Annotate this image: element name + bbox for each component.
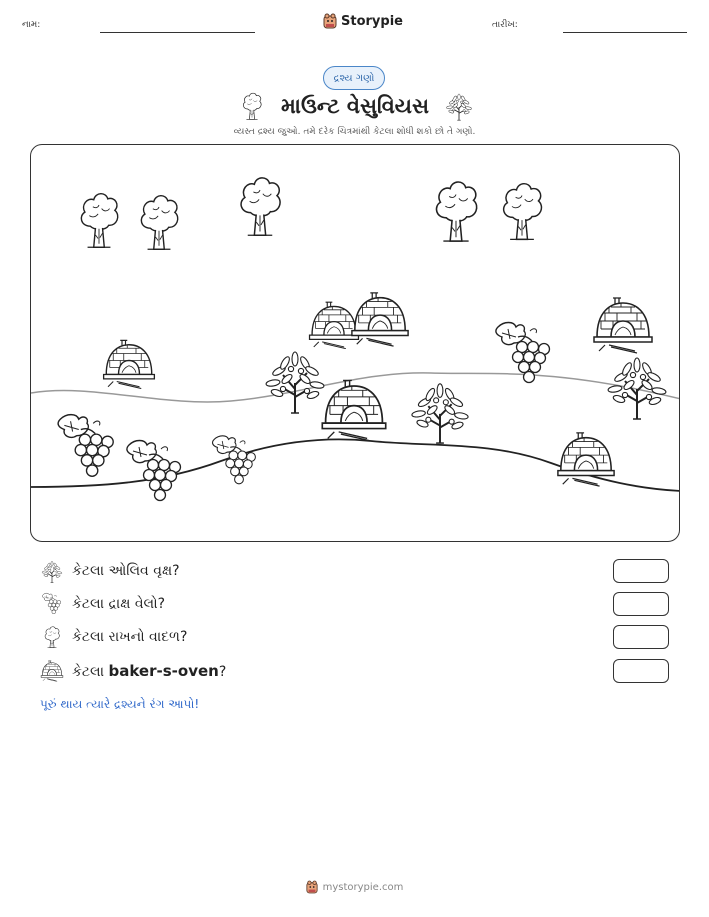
grape-vine-2	[127, 441, 181, 501]
instructions: વ્યસ્ત દ્રશ્ય જુઓ. તમે દરેક ચિત્રમાંથી કેટલા શોધી શકો છો તે ગણો.	[233, 127, 476, 137]
brand-text: Storypie	[341, 13, 403, 29]
question-label: કેટલા દ્રાક્ષ વેલો?	[72, 596, 166, 612]
scene-panel	[30, 144, 680, 542]
bakers-oven-3	[352, 293, 408, 346]
answer-box-bakers-oven[interactable]	[613, 659, 669, 683]
ash-cloud-4	[436, 182, 476, 241]
olive-tree-2	[411, 384, 468, 443]
ash-cloud-3	[241, 178, 280, 235]
grape-vine-icon	[40, 592, 64, 616]
question-bakers-oven	[40, 659, 226, 683]
date-line[interactable]	[563, 32, 687, 33]
brand	[323, 13, 403, 29]
title-row	[240, 90, 472, 122]
scene-illustration	[31, 145, 680, 542]
ash-cloud-2	[141, 196, 177, 250]
bakers-oven-6	[558, 433, 614, 486]
color-prompt: પૂરું થાય ત્યારે દ્રશ્યને રંગ આપો!	[40, 697, 200, 711]
grape-vine-1	[58, 415, 113, 477]
ash-cloud-icon	[40, 625, 64, 649]
answer-box-ash-clouds[interactable]	[613, 625, 669, 649]
ash-cloud-icon	[240, 91, 264, 121]
footer-site[interactable]: mystorypie.com	[322, 881, 404, 893]
bakers-oven-icon	[40, 659, 64, 683]
question-label: કેટલા baker-s-oven?	[72, 662, 227, 680]
bakers-oven-4	[594, 298, 652, 353]
ash-cloud-1	[81, 194, 117, 248]
question-label: કેટલા ઓલિવ વૃક્ષ?	[72, 563, 180, 579]
ash-cloud-5	[504, 184, 542, 240]
question-label: કેટલા રાખનો વાદળ?	[72, 629, 188, 645]
storypie-logo-icon	[323, 13, 337, 29]
question-grape-vines	[40, 592, 165, 616]
storypie-logo-icon	[306, 880, 318, 894]
page-title: માઉન્ટ વેસુવિયસ	[280, 93, 430, 118]
name-line[interactable]	[100, 32, 255, 33]
question-ash-clouds	[40, 625, 187, 649]
bakers-oven-1	[104, 340, 155, 388]
bakers-oven-5	[322, 380, 385, 440]
bakers-oven-2	[310, 302, 359, 348]
olive-tree-icon	[446, 91, 472, 121]
grape-vine-3	[213, 436, 256, 484]
olive-tree-1	[266, 352, 325, 413]
question-olive-trees	[40, 559, 180, 583]
date-label: તારીખ:	[492, 20, 518, 30]
olive-tree-icon	[40, 559, 64, 583]
footer	[0, 880, 709, 894]
answer-box-grape-vines[interactable]	[613, 592, 669, 616]
name-label: નામ:	[22, 20, 41, 30]
answer-box-olive-trees[interactable]	[613, 559, 669, 583]
count-scene-badge: દ્રશ્ય ગણો	[323, 66, 385, 90]
